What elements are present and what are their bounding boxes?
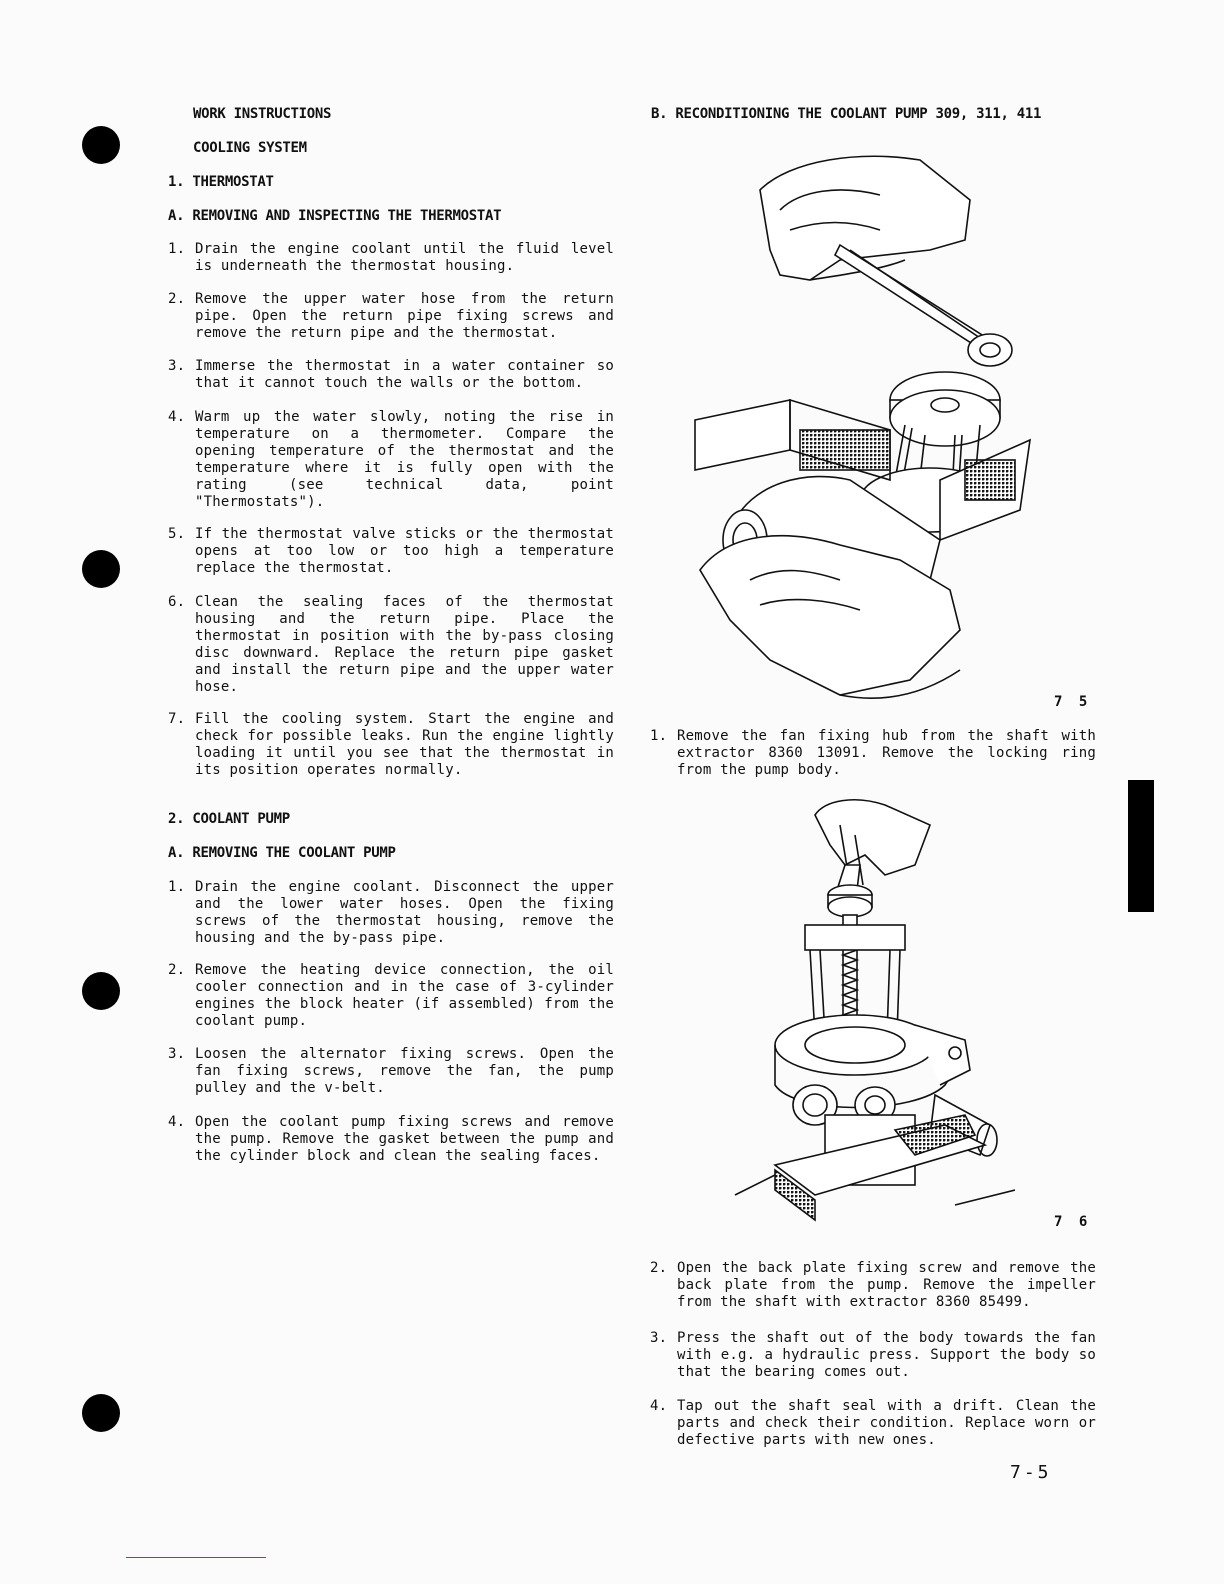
thermostat-step: 6. Clean the sealing faces of the thermostat housing and the return pipe. Place the thermostat in position with the by-pass closing disc downward. Replace the return pipe gasket and install the return pipe and the upper water hose. bbox=[168, 594, 614, 695]
header-left: WORK INSTRUCTIONS bbox=[193, 106, 332, 122]
thermostat-subheading: A. REMOVING AND INSPECTING THE THERMOSTAT bbox=[168, 208, 502, 224]
coolant-pump-step: 3. Loosen the alternator fixing screws. Open the fan fixing screws, remove the fan, the pump pulley and the v-belt. bbox=[168, 1046, 614, 1096]
header-right: B. RECONDITIONING THE COOLANT PUMP 309, 311, 411 bbox=[651, 106, 1042, 122]
figure-number-2: 7 6 bbox=[1054, 1214, 1092, 1230]
reconditioning-step: 2. Open the back plate fixing screw and remove the back plate from the pump. Remove the impeller from the shaft with extractor 8360 85499. bbox=[650, 1260, 1096, 1310]
thermostat-step: 2. Remove the upper water hose from the return pipe. Open the return pipe fixing screws and remove the return pipe and the thermostat. bbox=[168, 291, 614, 341]
thermostat-step: 7. Fill the cooling system. Start the engine and check for possible leaks. Run the engine lightly loading it until you see that the thermostat in its position operates normally. bbox=[168, 711, 614, 778]
thermostat-heading: 1. THERMOSTAT bbox=[168, 174, 274, 190]
scan-edge-line bbox=[126, 1557, 266, 1558]
reconditioning-step: 1. Remove the fan fixing hub from the shaft with extractor 8360 13091. Remove the locking ring from the pump body. bbox=[650, 728, 1096, 778]
thermostat-step: 3. Immerse the thermostat in a water container so that it cannot touch the walls or the bottom. bbox=[168, 358, 614, 391]
reconditioning-step: 4. Tap out the shaft seal with a drift. Clean the parts and check their condition. Replace worn or defective parts with new ones. bbox=[650, 1398, 1096, 1448]
coolant-pump-step: 1. Drain the engine coolant. Disconnect the upper and the lower water hoses. Open the fixing screws of the thermostat housing, remove the housing and the by-pass pipe. bbox=[168, 879, 614, 946]
binder-hole bbox=[82, 550, 120, 588]
section-tab-marker bbox=[1128, 780, 1154, 912]
binder-hole bbox=[82, 972, 120, 1010]
coolant-pump-subheading: A. REMOVING THE COOLANT PUMP bbox=[168, 845, 396, 861]
reconditioning-step: 3. Press the shaft out of the body towards the fan with e.g. a hydraulic press. Support the body so that the bearing comes out. bbox=[650, 1330, 1096, 1380]
thermostat-step: 4. Warm up the water slowly, noting the rise in temperature on a thermometer. Compare the opening temperature of the thermostat and the temperature where it is fully open with the rating (see technical data, point "Thermostats"). bbox=[168, 409, 614, 510]
coolant-pump-heading: 2. COOLANT PUMP bbox=[168, 811, 290, 827]
section-title: COOLING SYSTEM bbox=[193, 140, 307, 156]
thermostat-step: 5. If the thermostat valve sticks or the thermostat opens at too low or too high a temperature replace the thermostat. bbox=[168, 526, 614, 576]
binder-hole bbox=[82, 126, 120, 164]
impeller-extractor-illustration bbox=[715, 795, 1015, 1225]
thermostat-step: 1. Drain the engine coolant until the fluid level is underneath the thermostat housing. bbox=[168, 241, 614, 274]
fan-hub-extractor-illustration bbox=[690, 150, 1050, 710]
binder-hole bbox=[82, 1394, 120, 1432]
page-number: 7-5 bbox=[1010, 1462, 1052, 1483]
figure-number-1: 7 5 bbox=[1054, 694, 1092, 710]
coolant-pump-step: 2. Remove the heating device connection, the oil cooler connection and in the case of 3-cylinder engines the block heater (if assembled) from the coolant pump. bbox=[168, 962, 614, 1029]
coolant-pump-step: 4. Open the coolant pump fixing screws and remove the pump. Remove the gasket between the pump and the cylinder block and clean the sealing faces. bbox=[168, 1114, 614, 1164]
